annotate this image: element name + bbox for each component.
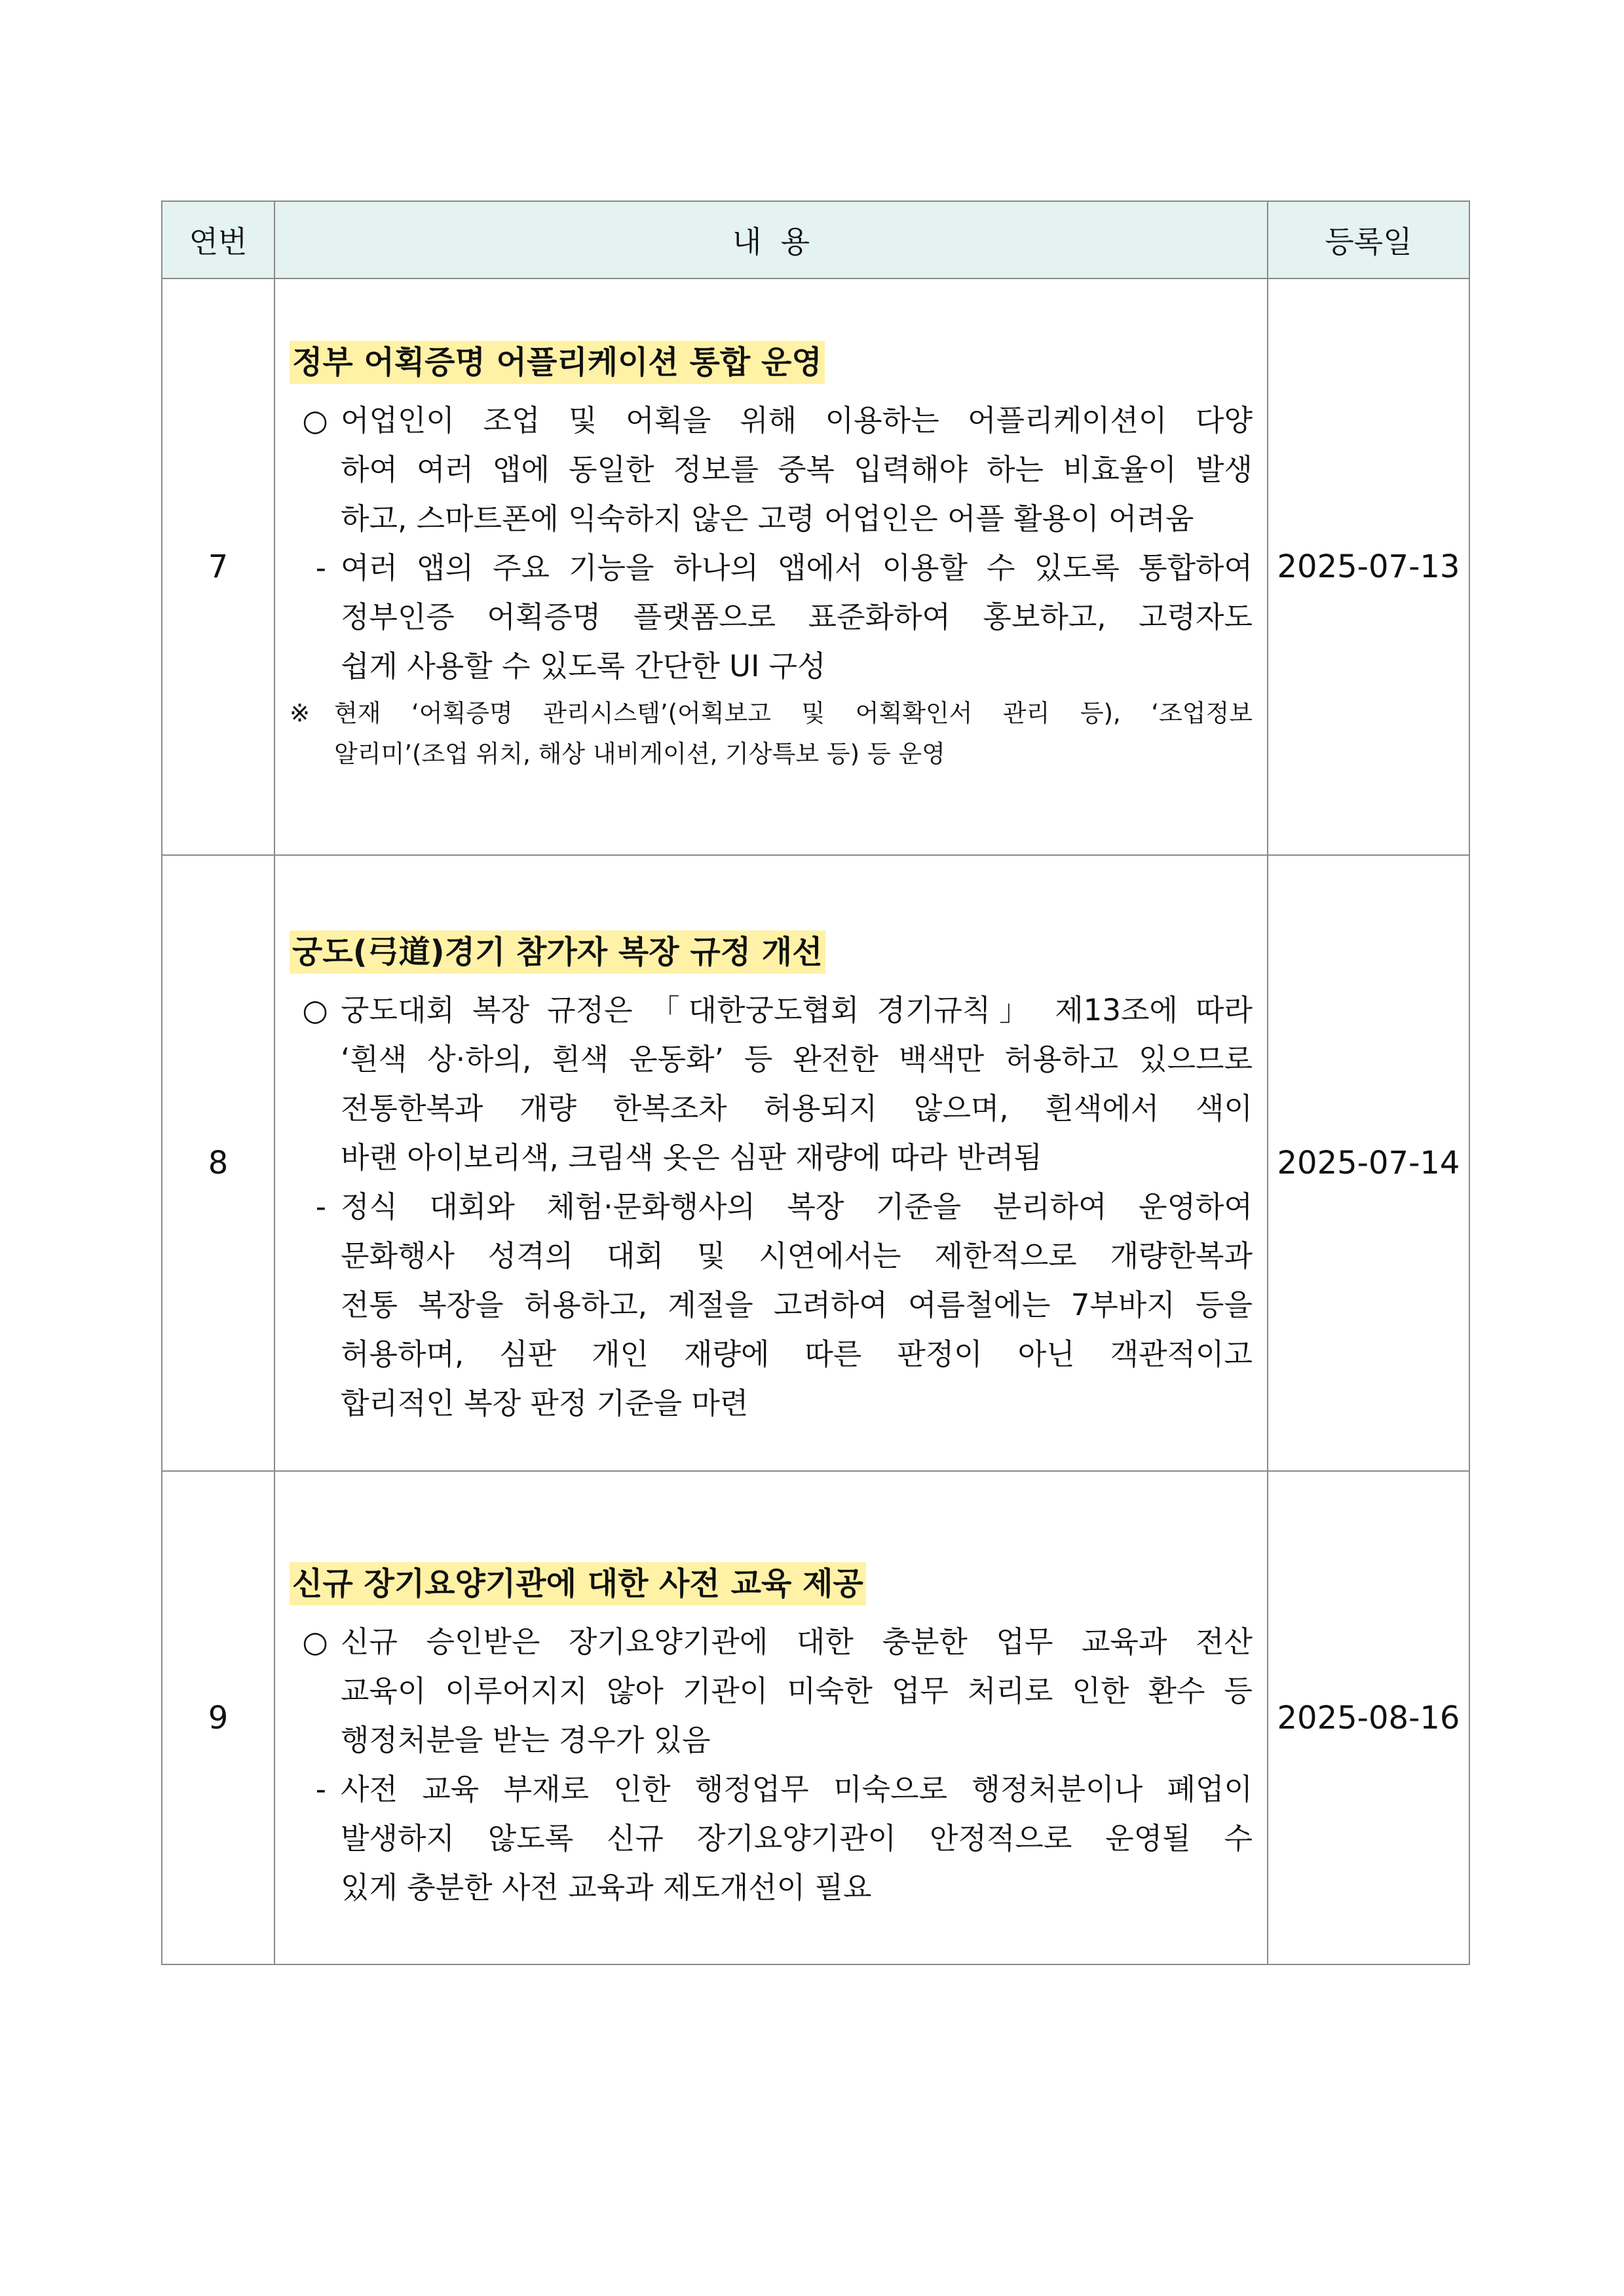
dash-line <box>290 543 1253 592</box>
line-text: 하고, 스마트폰에 익숙하지 않은 고령 어업인은 어플 활용이 어려움 <box>341 501 1194 536</box>
dash-line-cont <box>290 1814 1253 1863</box>
dash-line-cont <box>290 1231 1253 1280</box>
line-text: 허용하며, 심판 개인 재량에 따른 판정이 아닌 객관적이고 <box>341 1337 1253 1371</box>
line-text: 교육이 이루어지지 않아 기관이 미숙한 업무 처리로 인한 환수 등 <box>341 1674 1253 1708</box>
item-title: 신규 장기요양기관에 대한 사전 교육 제공 <box>290 1562 866 1605</box>
circle-line-cont <box>290 1084 1253 1133</box>
table-row <box>162 1471 1469 1964</box>
row-content <box>274 278 1268 855</box>
header-content: 내 용 <box>274 201 1268 278</box>
line-text: 정부인증 어획증명 플랫폼으로 표준화하여 홍보하고, 고령자도 <box>341 600 1253 634</box>
circle-line-cont <box>290 494 1253 543</box>
dash-line-cont <box>290 592 1253 641</box>
dash-marker: - <box>315 1772 326 1807</box>
row-content <box>274 855 1268 1471</box>
line-text: 전통한복과 개량 한복조차 허용되지 않으며, 흰색에서 색이 <box>341 1091 1253 1126</box>
note-marker: ※ <box>290 699 311 727</box>
circle-marker: ○ <box>302 1624 328 1659</box>
row-number: 7 <box>162 278 274 855</box>
header-row <box>162 201 1469 278</box>
registration-date: 2025-07-14 <box>1268 855 1469 1471</box>
table-row <box>162 855 1469 1471</box>
line-text: 궁도대회 복장 규정은 「대한궁도협회 경기규칙」 제13조에 따라 <box>341 993 1253 1027</box>
circle-marker: ○ <box>302 993 328 1027</box>
circle-marker: ○ <box>302 403 328 438</box>
registration-date: 2025-07-13 <box>1268 278 1469 855</box>
circle-line-cont <box>290 1666 1253 1715</box>
circle-line <box>290 1617 1253 1666</box>
row-content <box>274 1471 1268 1964</box>
line-text: ‘흰색 상·하의, 흰색 운동화’ 등 완전한 백색만 허용하고 있으므로 <box>341 1042 1253 1077</box>
circle-line <box>290 396 1253 445</box>
dash-line <box>290 1765 1253 1814</box>
dash-line <box>290 1182 1253 1231</box>
dash-line-cont <box>290 1863 1253 1912</box>
row-number: 8 <box>162 855 274 1471</box>
header-no: 연번 <box>162 201 274 278</box>
registration-date: 2025-08-16 <box>1268 1471 1469 1964</box>
row-number: 9 <box>162 1471 274 1964</box>
line-text: 있게 충분한 사전 교육과 제도개선이 필요 <box>341 1870 872 1905</box>
proposal-table <box>161 201 1470 1965</box>
table-row <box>162 278 1469 855</box>
line-text: 행정처분을 받는 경우가 있음 <box>341 1723 711 1757</box>
line-text: 여러 앱의 주요 기능을 하나의 앱에서 이용할 수 있도록 통합하여 <box>341 550 1253 585</box>
line-text: 신규 승인받은 장기요양기관에 대한 충분한 업무 교육과 전산 <box>341 1624 1253 1659</box>
dash-line-cont <box>290 1280 1253 1330</box>
header-date: 등록일 <box>1268 201 1469 278</box>
dash-marker: - <box>315 1189 326 1224</box>
note <box>290 693 1253 775</box>
line-text: 발생하지 않도록 신규 장기요양기관이 안정적으로 운영될 수 <box>341 1821 1253 1856</box>
note-text: 현재 ‘어획증명 관리시스템’(어획보고 및 어획확인서 관리 등), ‘조업정보 <box>334 699 1253 727</box>
circle-line-cont <box>290 1715 1253 1765</box>
note-text: 알리미’(조업 위치, 해상 내비게이션, 기상특보 등) 등 운영 <box>334 740 945 768</box>
line-text: 바랜 아이보리색, 크림색 옷은 심판 재량에 따라 반려됨 <box>341 1140 1042 1175</box>
circle-line-cont <box>290 445 1253 494</box>
dash-line-cont <box>290 641 1253 691</box>
line-text: 쉽게 사용할 수 있도록 간단한 UI 구성 <box>341 649 826 683</box>
circle-line <box>290 985 1253 1035</box>
line-text: 정식 대회와 체험·문화행사의 복장 기준을 분리하여 운영하여 <box>341 1189 1253 1224</box>
circle-line-cont <box>290 1035 1253 1084</box>
line-text: 하여 여러 앱에 동일한 정보를 중복 입력해야 하는 비효율이 발생 <box>341 452 1253 487</box>
item-title: 정부 어획증명 어플리케이션 통합 운영 <box>290 341 825 384</box>
line-text: 어업인이 조업 및 어획을 위해 이용하는 어플리케이션이 다양 <box>341 403 1253 438</box>
line-text: 전통 복장을 허용하고, 계절을 고려하여 여름철에는 7부바지 등을 <box>341 1288 1253 1322</box>
circle-line-cont <box>290 1133 1253 1182</box>
line-text: 문화행사 성격의 대회 및 시연에서는 제한적으로 개량한복과 <box>341 1238 1253 1273</box>
item-title: 궁도(弓道)경기 참가자 복장 규정 개선 <box>290 930 825 974</box>
line-text: 사전 교육 부재로 인한 행정업무 미숙으로 행정처분이나 폐업이 <box>341 1772 1253 1807</box>
dash-line-cont <box>290 1330 1253 1379</box>
dash-marker: - <box>315 550 326 585</box>
line-text: 합리적인 복장 판정 기준을 마련 <box>341 1386 749 1421</box>
dash-line-cont <box>290 1379 1253 1428</box>
